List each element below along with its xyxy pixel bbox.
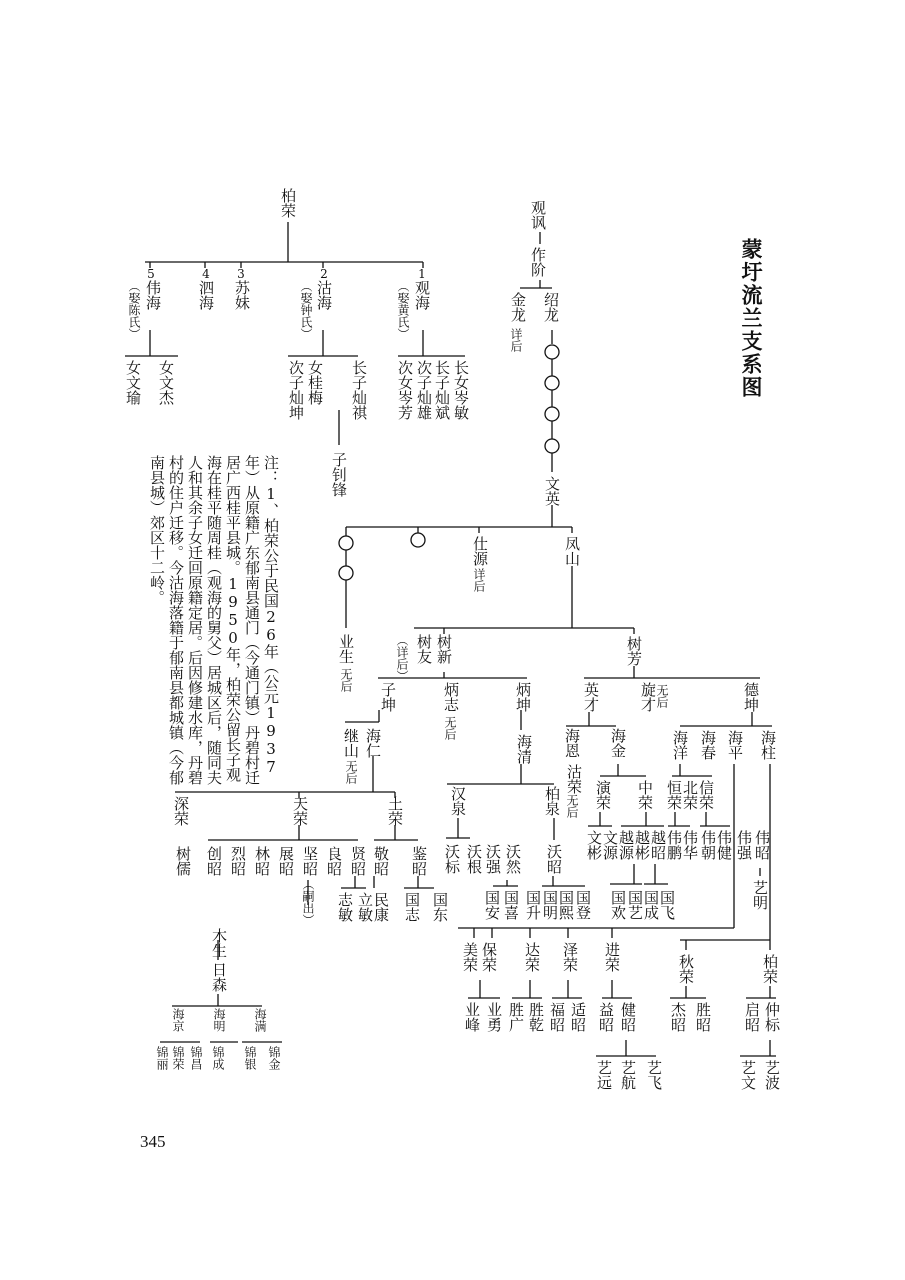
person-label: 业勇 [485,1002,503,1032]
person-label: 国喜 [502,890,520,920]
person-label: 福昭 [548,1002,566,1032]
person-label: 林昭 [253,846,271,876]
person-label: 无后 [565,794,579,818]
person-label: 旋才 [639,682,657,712]
person-label: 仕源 [471,536,489,566]
person-label: 观海 [413,280,431,310]
person-label: 日森 [210,962,228,992]
person-label: 艺航 [619,1060,637,1090]
person-label: 凤山 [563,536,581,566]
person-label: 无后 [443,716,457,740]
chart-title: 蒙圩流兰支系图 [739,238,763,399]
person-label: 文源 [601,830,619,860]
person-label: 泽荣 [561,942,579,972]
person-label: 国明 [541,890,559,920]
person-label: 文英 [543,476,561,506]
notes-heading: 注： [262,455,280,485]
person-label: 民康 [372,892,390,922]
person-label: 次子灿雄 [415,360,433,420]
person-label: 2 [317,267,331,281]
person-label: 海清 [515,734,533,764]
person-label: 德坤 [742,682,760,712]
person-label: 胜广 [507,1002,525,1032]
person-label: 坚昭 [301,846,319,876]
person-label: 绍龙 [542,292,560,322]
person-label: 海满 [253,1008,267,1032]
person-label: 锦银 [243,1046,257,1070]
person-label: 演荣 [594,780,612,810]
person-label: 伟健 [715,830,733,860]
person-label: 土荣 [386,796,404,826]
person-label: 达荣 [523,942,541,972]
person-label: 海金 [609,728,627,758]
person-label: 海仁 [364,728,382,758]
person-label: 作阶 [529,247,547,277]
person-label: 沃昭 [545,844,563,874]
person-label: 柏泉 [543,786,561,816]
person-label: 立敏 [356,892,374,922]
person-label: 炳坤 [514,682,532,712]
person-label: 海春 [699,730,717,760]
person-label: 长子灿祺 [350,360,368,420]
person-label: 敬昭 [372,846,390,876]
person-label: 国登 [574,890,592,920]
person-label: 5 [144,267,158,281]
person-label: 木生 [210,928,228,958]
page-number: 345 [140,1132,166,1151]
person-label: 沃然 [504,844,522,874]
person-label: （详后） [395,634,409,682]
person-label: 越彬 [633,830,651,860]
person-label: 无后 [655,684,669,708]
person-label: 益昭 [597,1002,615,1032]
person-label: 树芳 [625,636,643,666]
person-label: 国欢 [609,890,627,920]
person-label: 仲标 [763,1002,781,1032]
person-label: 4 [199,267,213,281]
person-label: 英才 [582,682,600,712]
person-label: 国升 [524,890,542,920]
person-label: 海柱 [759,730,777,760]
person-label: 长子灿斌 [433,360,451,420]
person-label: 沽海 [315,280,333,310]
person-label: 树儒 [174,846,192,876]
person-label: 伟昭 [753,830,771,860]
person-label: 国熙 [557,890,575,920]
person-label: 胜昭 [694,1002,712,1032]
person-label: 1 [415,267,429,281]
person-label: 伟强 [735,830,753,860]
person-label: 沃标 [443,844,461,874]
person-label: 女文杰 [157,360,175,405]
person-label: 杰昭 [669,1002,687,1032]
notes-block [146,455,280,785]
person-label: 海平 [726,730,744,760]
person-label: 汉泉 [449,786,467,816]
person-label: 海恩 [563,728,581,758]
person-label: 沃根 [465,844,483,874]
person-label: 秋荣 [677,954,695,984]
person-label: 越源 [617,830,635,860]
person-label: 健昭 [619,1002,637,1032]
person-label: 详后 [472,568,486,592]
person-label: 海明 [212,1008,226,1032]
person-label: 锦昌 [189,1046,203,1070]
person-label: 胜乾 [527,1002,545,1032]
person-label: 金龙 [509,292,527,322]
person-label: （嗣出） [301,878,315,926]
person-label: 创昭 [205,846,223,876]
person-label: 树友 [415,634,433,664]
person-label: 伟朝 [699,830,717,860]
person-label: 伟海 [144,280,162,310]
person-label: 锦丽 [155,1046,169,1070]
person-label: 展昭 [277,846,295,876]
person-label: 详后 [509,328,523,352]
person-label: 女桂梅 [306,360,324,405]
person-label: 子钊锋 [330,452,348,497]
person-label: 树新 [435,634,453,664]
person-label: 艺波 [763,1060,781,1090]
person-label: 次女岑芳 [396,360,414,420]
person-label: 志敏 [336,892,354,922]
person-label: 伟鹏 [665,830,683,860]
person-label: 美荣 [461,942,479,972]
person-label: 启昭 [743,1002,761,1032]
person-label: 适昭 [569,1002,587,1032]
person-label: 沽荣 [565,764,583,794]
person-label: 深荣 [172,796,190,826]
person-label: 泗海 [197,280,215,310]
person-label: 伟华 [681,830,699,860]
person-label: 恒荣 [665,780,683,810]
person-label: 文彬 [585,830,603,860]
person-label: 国志 [403,892,421,922]
person-label: 国东 [431,892,449,922]
person-label: 国安 [483,890,501,920]
person-label: 艺明 [751,880,769,910]
person-label: 女文瑜 [124,360,142,405]
person-label: 业峰 [463,1002,481,1032]
person-label: 鉴昭 [410,846,428,876]
person-label: 越昭 [649,830,667,860]
person-label: 海洋 [671,730,689,760]
person-label: 锦金 [267,1046,281,1070]
person-label: 艺飞 [645,1060,663,1090]
person-label: 贤昭 [349,846,367,876]
person-label: （娶黄氏） [396,280,410,340]
person-label: 锦成 [211,1046,225,1070]
person-label: 炳志 [442,682,460,712]
person-label: 国艺 [626,890,644,920]
person-label: 北荣 [681,780,699,810]
person-label: 苏妹 [233,280,251,310]
person-label: 中荣 [636,780,654,810]
person-label: 信荣 [697,780,715,810]
person-label: 无后 [339,668,353,692]
person-label: 艺文 [739,1060,757,1090]
person-label: 国飞 [658,890,676,920]
person-label: 海京 [171,1008,185,1032]
person-label: 柏荣 [761,954,779,984]
person-label: 无后 [344,760,358,784]
person-label: 子坤 [379,682,397,712]
person-label: 国成 [642,890,660,920]
person-label: （娶钟氏） [299,280,313,340]
person-label: 烈昭 [229,846,247,876]
person-label: （娶陈氏） [127,280,141,340]
person-label: 观讽 [529,200,547,230]
person-label: 天荣 [291,796,309,826]
person-label: 柏荣 [279,188,297,218]
person-label: 长女岑敏 [452,360,470,420]
person-label: 沃强 [484,844,502,874]
person-label: 3 [234,267,248,281]
notes-text: 1、柏荣公于民国26年（公元1937年）从原籍广东郁南县通门（今通门镇）丹碧村迁居广西桂平县城。1950年，柏荣公留长子观海在桂平随周桂（观海的舅父）居城区后，随同夫人和其余子女迁回原籍定居。后因修建水库，丹碧村的住户迁移。今沽海落籍于郁南县都城镇（今郁南县城）郊区十二岭。 [148,455,280,785]
person-label: 次子灿坤 [287,360,305,420]
person-label: 业生 [337,634,355,664]
person-label: 良昭 [325,846,343,876]
person-label: 继山 [342,728,360,758]
person-label: 保荣 [480,942,498,972]
person-label: 进荣 [603,942,621,972]
person-label: 艺远 [595,1060,613,1090]
person-label: 锦荣 [171,1046,185,1070]
